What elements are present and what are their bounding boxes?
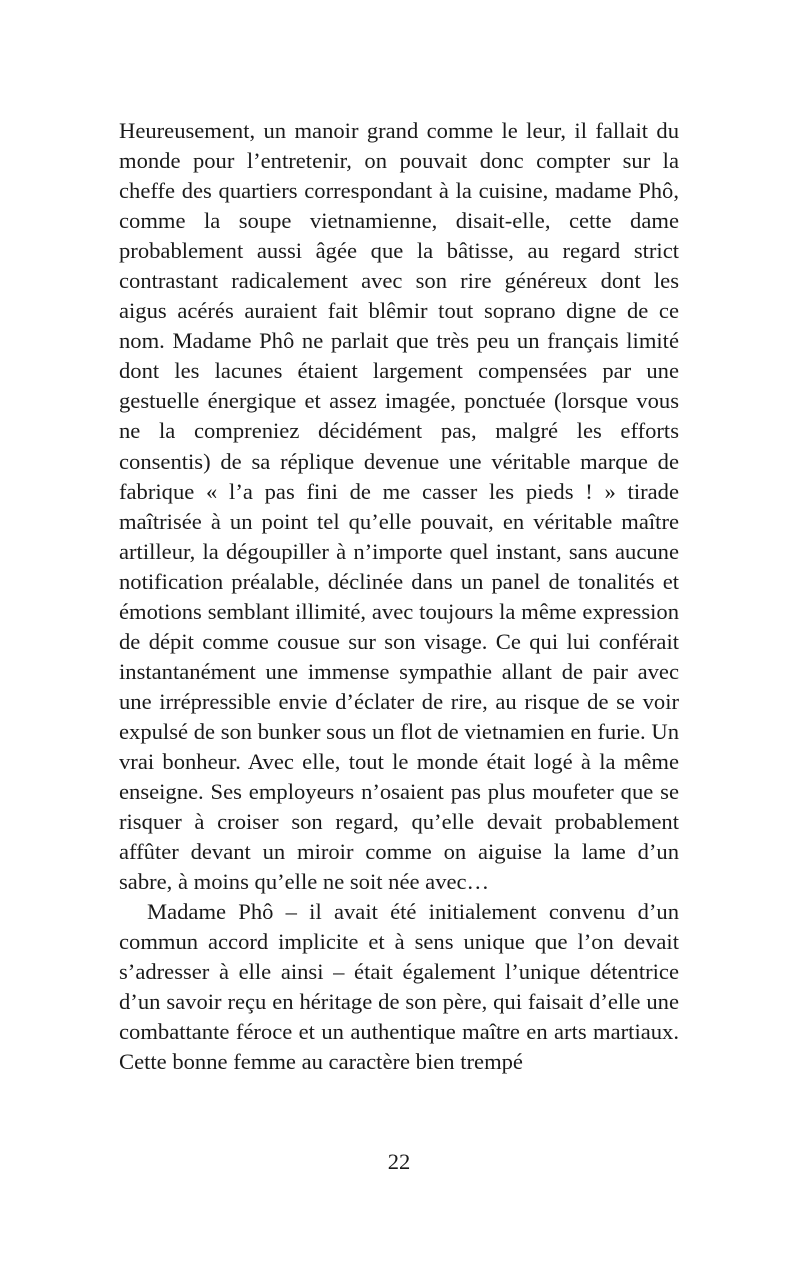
page-number: 22: [387, 1149, 411, 1174]
body-text: [119, 116, 679, 1078]
paragraph-2: Madame Phô – il avait été initialement convenu d’un commun accord implicite et à sens unique que l’on devait s’adresser à elle ainsi – était également l’unique détentrice d’un savoir reçu en héritage de son père, qui faisait d’elle une combattante féroce et un authentique maître en arts martiaux. Cette bonne femme au caractère bien trempé: [119, 899, 679, 1075]
paragraph-1: Heureusement, un manoir grand comme le leur, il fallait du monde pour l’entretenir, on pouvait donc compter sur la cheffe des quartiers correspondant à la cuisine, madame Phô, comme la soupe vietnamienne, disait-elle, cette dame probablement aussi âgée que la bâtisse, au regard strict contrastant radicalement avec son rire généreux dont les aigus acérés auraient fait blêmir tout soprano digne de ce nom. Madame Phô ne parlait que très peu un français limité dont les lacunes étaient largement compensées par une gestuelle énergique et assez imagée, ponctuée (lorsque vous ne la compreniez décidément pas, malgré les efforts consentis) de sa réplique devenue une véritable marque de fabrique « l’a pas fini de me casser les pieds ! » tirade maîtrisée à un point tel qu’elle pouvait, en véritable maître artilleur, la dégoupiller à n’importe quel instant, sans aucune notification préalable, déclinée dans un panel de tonalités et émotions semblant illimité, avec toujours la même expression de dépit comme cousue sur son visage. Ce qui lui conférait instantanément une immense sympathie allant de pair avec une irrépressible envie d’éclater de rire, au risque de se voir expulsé de son bunker sous un flot de vietnamien en furie. Un vrai bonheur. Avec elle, tout le monde était logé à la même enseigne. Ses employeurs n’osaient pas plus moufeter que se risquer à croiser son regard, qu’elle devait probablement affûter devant un miroir comme on aiguise la lame d’un sabre, à moins qu’elle ne soit née avec…: [119, 118, 679, 895]
